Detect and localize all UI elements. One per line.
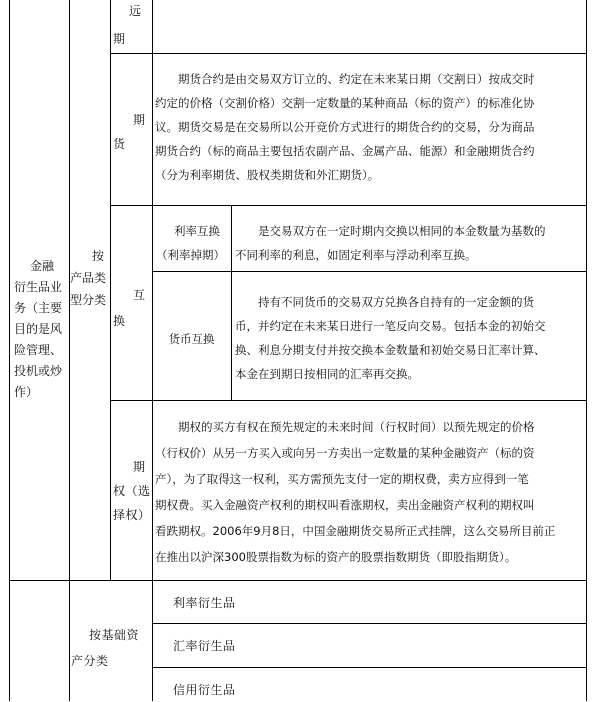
border-col2b [152,580,153,701]
swap-label: 互 换 [113,288,146,328]
underlying-asset-label: 按基础资 产分类 [71,628,140,668]
hline-options-bottom [9,580,587,581]
category-label: 金融 衍生品业 务（主要 目的是风 险管理、 投机或炒 作） [14,259,63,399]
underlying-item-fx: 汇率衍生品 [173,639,236,653]
hline-under-1 [152,623,587,624]
hline-forward-bottom [110,53,587,54]
rate-swap-description: 是交易双方在一定时期内交换以相同的本金数量为基数的 不同利率的利息，如固定利率与浮动利率互换。 [235,224,546,262]
futures-label: 期 货 [113,113,146,151]
options-description: 期权的买方有权在预先规定的未来时间（行权时间）以预先规定的价格 （行权价）从另一方买入或向另一方卖出一定数量的某种金融资产（标的资 产），为了取得这一权利，买方需预先支付一定的期权费，卖方应得到一笔 期权费。买入金融资产权利的期权叫看涨期权，卖出金融资产权利的期权叫 看跌期权。2006年9月8日，中国金融期货交易所正式挂牌，这么交易所目前正 在推出以沪深300股票指数为标的资产的股票指数期货（即股指期货）。 [155,420,556,564]
hline-swap-bottom [110,400,587,401]
hline-futures-bottom [110,205,587,206]
forward-label: 远 期 [113,4,142,46]
product-type-label: 按 产品类 型分类 [70,249,107,307]
border-left [9,0,10,701]
futures-description: 期货合约是由交易双方订立的、约定在未来某日期（交割日）按成交时 约定的价格（交割价格）交割一定数量的某种商品（标的资产）的标准化协 议。期货交易是在交易所以公开竞价方式进行的期货合约的交易，分为商品 期货合约（标的商品主要包括农副产品、金属产品、能源）和金融期货合约 （分为利率期货、股权类期货和外汇期货）。 [155,72,535,182]
fx-swap-label: 货币互换 [168,332,215,346]
border-right [586,0,587,701]
underlying-item-interest: 利率衍生品 [173,596,236,610]
hline-rate-bottom [152,271,587,272]
fx-swap-description: 持有不同货币的交易双方兑换各自持有的一定金额的货 币，并约定在未来某日进行一笔反向交易。包括本金的初始交 换、利息分期支付并按交换本金数量和初始交易日汇率计算、 本金在到期日按相同的汇率再交换。 [235,295,546,381]
hline-under-2 [152,667,587,668]
underlying-item-credit: 信用衍生品 [173,683,236,697]
border-col1 [69,0,70,701]
rate-swap-label: 利率互换 （利率掉期） [156,224,225,262]
border-col4 [231,205,232,400]
options-label: 期 权（选 择权） [113,460,151,522]
